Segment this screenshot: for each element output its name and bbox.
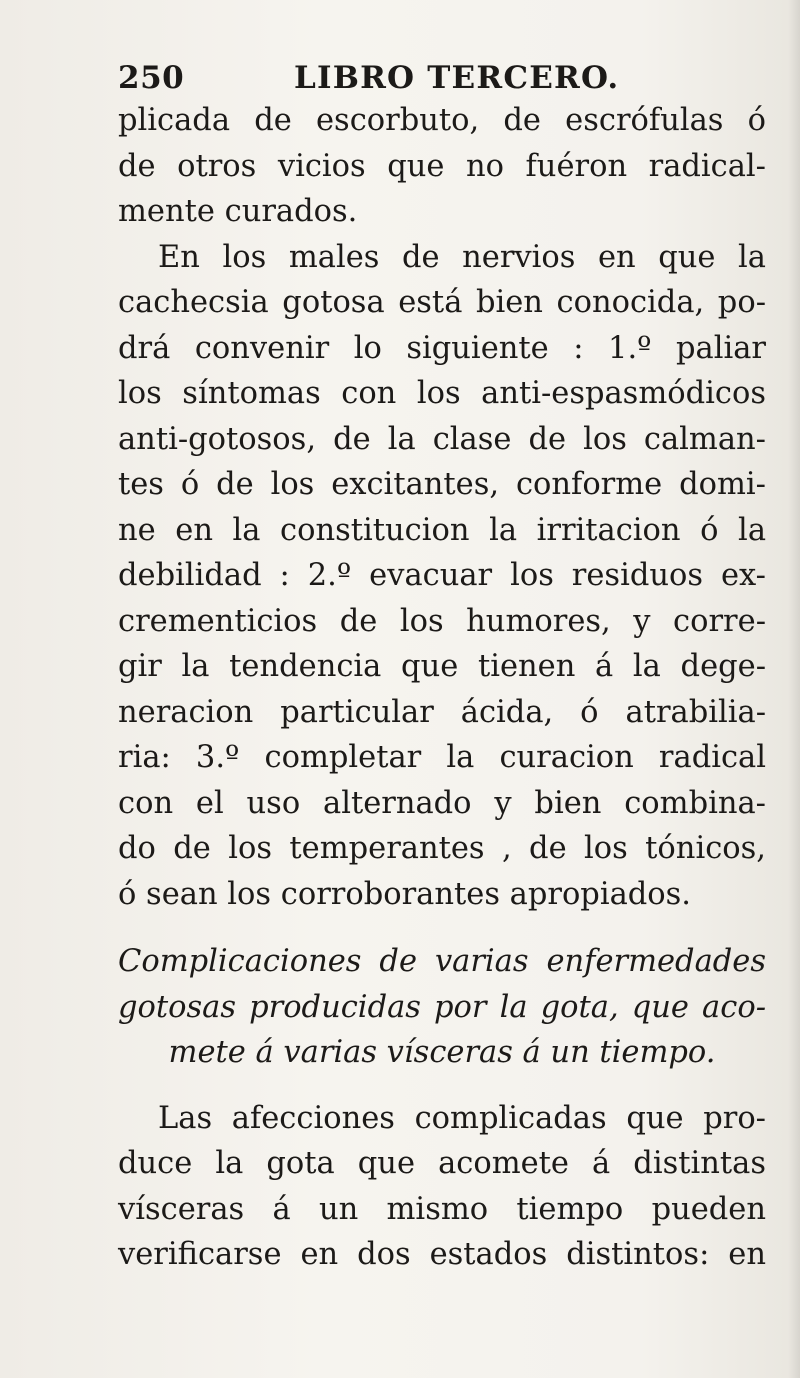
heading-line: mete á varias vísceras á un tiempo. — [168, 1035, 716, 1070]
text-line: de otros vicios que no fuéron radical- — [118, 148, 766, 184]
paragraph-nervous-disorders — [118, 235, 766, 918]
text-line: verificarse en dos estados distintos: en — [118, 1237, 766, 1272]
running-head — [118, 58, 766, 98]
text-line: tes ó de los excitantes, conforme domi- — [118, 467, 766, 502]
text-line: cachecsia gotosa está bien conocida, po- — [118, 285, 766, 320]
text-line: gir la tendencia que tienen á la dege- — [118, 649, 766, 684]
paragraph-complicated-affections — [118, 1096, 766, 1278]
text-line: drá convenir lo siguiente : 1.º paliar — [118, 330, 766, 366]
heading-line: Complicaciones de varias enfermedades — [118, 944, 766, 979]
section-heading — [118, 939, 766, 1076]
text-line: mente curados. — [118, 194, 358, 229]
text-line: los síntomas con los anti-espasmódicos — [118, 376, 766, 411]
text-line: debilidad : 2.º evacuar los residuos ex- — [118, 558, 766, 593]
paragraph-continuation — [118, 98, 766, 235]
text-line: plicada de escorbuto, de escrófulas ó — [118, 103, 766, 138]
running-title: LIBRO TERCERO. — [294, 60, 620, 96]
body-text — [118, 98, 766, 1278]
text-line: Las afecciones complicadas que pro- — [158, 1100, 766, 1136]
text-line: crementicios de los humores, y corre- — [118, 603, 766, 639]
text-line: ó sean los corroborantes apropiados. — [118, 876, 692, 912]
text-line: ria: 3.º completar la curacion radical — [118, 740, 766, 775]
text-line: con el uso alternado y bien combina- — [118, 785, 766, 821]
heading-line: gotosas producidas por la gota, que aco- — [118, 989, 766, 1025]
page-number: 250 — [118, 60, 185, 96]
text-line: duce la gota que acomete á distintas — [118, 1146, 766, 1181]
text-line: ne en la constitucion la irritacion ó la — [118, 512, 766, 548]
page-edge-shadow — [788, 0, 800, 1378]
text-line: do de los temperantes , de los tónicos, — [118, 831, 766, 866]
text-line: vísceras á un mismo tiempo pueden — [118, 1191, 766, 1227]
text-line: neracion particular ácida, ó atrabilia- — [118, 694, 766, 730]
text-line: En los males de nervios en que la — [158, 239, 766, 275]
text-line: anti-gotosos, de la clase de los calman- — [118, 421, 766, 457]
